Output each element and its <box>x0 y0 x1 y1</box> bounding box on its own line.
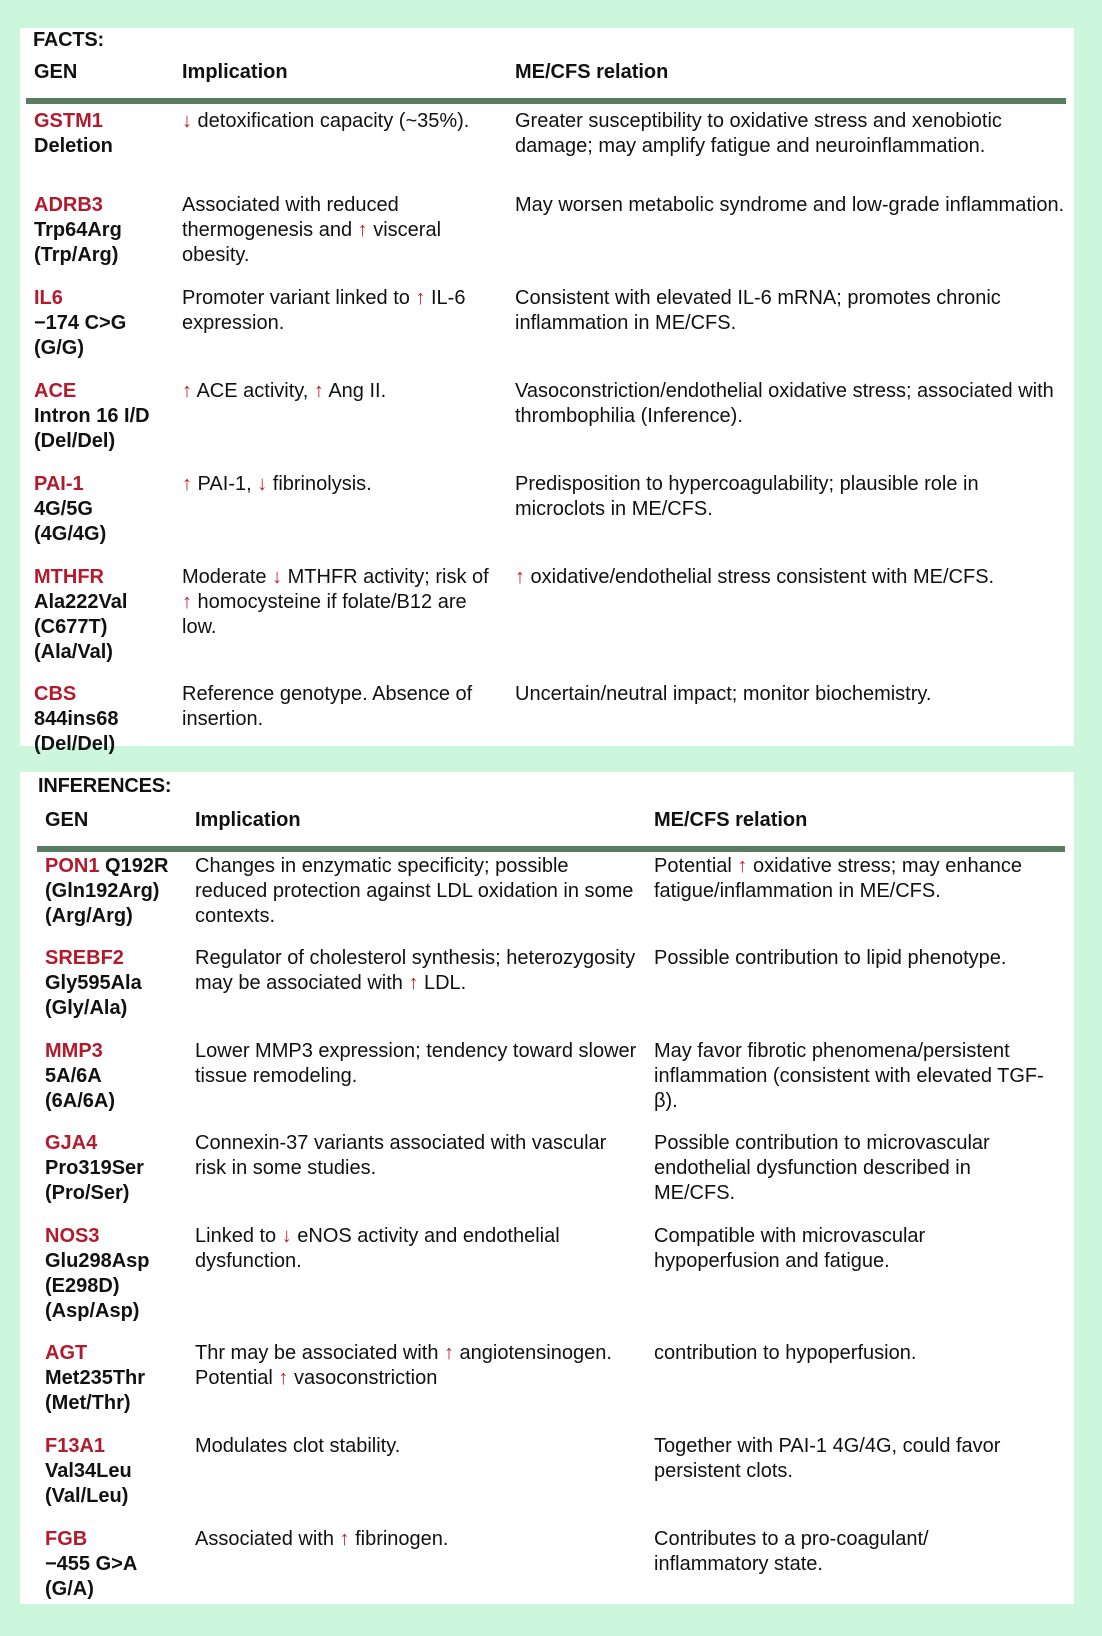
inferences-header-gene: GEN <box>45 809 89 831</box>
up-arrow-icon: ↑ <box>182 591 192 613</box>
up-arrow-icon: ↑ <box>444 1342 454 1364</box>
relation-cell: Greater susceptibility to oxidative stress and xenobiotic damage; may amplify fatigue and neuroinflammation. <box>515 110 1002 157</box>
up-arrow-icon: ↑ <box>182 380 192 402</box>
relation-cell: Possible contribution to lipid phenotype. <box>654 947 1007 969</box>
up-arrow-icon: ↑ <box>737 855 748 877</box>
gene-name: F13A1 <box>45 1435 106 1457</box>
implication-cell: Lower MMP3 expression; tendency toward slower tissue remodeling. <box>195 1040 637 1087</box>
up-arrow-icon: ↑ <box>408 972 419 994</box>
implication-cell: Promoter variant linked to ↑ IL-6 expression. <box>182 287 466 334</box>
down-arrow-icon: ↓ <box>281 1225 292 1247</box>
implication-cell: ↑ PAI-1, ↓ fibrinolysis. <box>182 473 372 495</box>
gene-variant: Intron 16 I/D <box>34 405 150 427</box>
gene-variant: (Met/Thr) <box>45 1392 131 1414</box>
gene-cell <box>45 1131 191 1206</box>
gene-variant: (Del/Del) <box>34 430 116 452</box>
gene-variant: (E298D) <box>45 1275 120 1297</box>
gene-variant: (Trp/Arg) <box>34 244 119 266</box>
gene-variant: Met235Thr <box>45 1367 146 1389</box>
gene-cell <box>34 286 174 361</box>
implication-cell: Associated with ↑ fibrinogen. <box>195 1528 449 1550</box>
gene-cell <box>34 565 174 665</box>
gene-cell <box>34 682 174 757</box>
gene-name: CBS <box>34 683 77 705</box>
gene-variant: (Val/Leu) <box>45 1485 129 1507</box>
relation-cell: contribution to hypoperfusion. <box>654 1342 917 1364</box>
facts-title: FACTS: <box>33 29 105 51</box>
gene-cell <box>45 1527 191 1602</box>
down-arrow-icon: ↓ <box>257 473 268 495</box>
facts-header-implication: Implication <box>182 61 288 83</box>
relation-cell: Consistent with elevated IL-6 mRNA; promotes chronic inflammation in ME/CFS. <box>515 287 1001 334</box>
gene-name: MTHFR <box>34 566 104 588</box>
gene-variant: Deletion <box>34 135 113 157</box>
up-arrow-icon: ↑ <box>415 287 426 309</box>
gene-variant: 844ins68 <box>34 708 119 730</box>
gene-variant: Trp64Arg <box>34 219 122 241</box>
implication-cell: Reference genotype. Absence of insertion. <box>182 683 473 730</box>
gene-variant: Ala222Val <box>34 591 128 613</box>
relation-cell: Compatible with microvascular hypoperfusion and fatigue. <box>654 1225 926 1272</box>
gene-cell <box>34 109 174 159</box>
gene-variant: Glu298Asp <box>45 1250 150 1272</box>
gene-variant: (G/A) <box>45 1578 94 1600</box>
up-arrow-icon: ↑ <box>182 473 192 495</box>
down-arrow-icon: ↓ <box>272 566 283 588</box>
implication-cell: ↓ detoxification capacity (~35%). <box>182 110 470 132</box>
gene-cell <box>45 1224 191 1324</box>
gene-name: GJA4 <box>45 1132 98 1154</box>
gene-cell <box>34 193 174 268</box>
inferences-title: INFERENCES: <box>38 775 172 797</box>
gene-name: AGT <box>45 1342 88 1364</box>
facts-panel <box>20 28 1074 755</box>
facts-header-relation: ME/CFS relation <box>515 61 669 83</box>
gene-variant: (G/G) <box>34 337 84 359</box>
relation-cell: Potential ↑ oxidative stress; may enhance fatigue/inflammation in ME/CFS. <box>654 855 1022 902</box>
gene-variant: (Gln192Arg) <box>45 880 160 902</box>
gene-variant: Val34Leu <box>45 1460 132 1482</box>
gene-name: MMP3 <box>45 1040 103 1062</box>
gene-variant: (Asp/Asp) <box>45 1300 140 1322</box>
inferences-header-relation: ME/CFS relation <box>654 809 808 831</box>
implication-cell: Connexin-37 variants associated with vascular risk in some studies. <box>195 1132 607 1179</box>
gene-name: FGB <box>45 1528 88 1550</box>
relation-cell: ↑ oxidative/endothelial stress consistent with ME/CFS. <box>515 566 995 588</box>
implication-cell: Linked to ↓ eNOS activity and endothelial dysfunction. <box>195 1225 560 1272</box>
gene-variant: −455 G>A <box>45 1553 138 1575</box>
gene-cell <box>45 854 191 929</box>
relation-cell: Possible contribution to microvascular endothelial dysfunction described in ME/CFS. <box>654 1132 990 1204</box>
gene-variant: (4G/4G) <box>34 523 107 545</box>
gene-name: NOS3 <box>45 1225 100 1247</box>
gene-variant: (C677T) <box>34 616 108 638</box>
gene-cell <box>34 472 174 547</box>
relation-cell: Predisposition to hypercoagulability; plausible role in microclots in ME/CFS. <box>515 473 979 520</box>
gene-variant: (Ala/Val) <box>34 641 113 663</box>
facts-header-rule <box>26 98 1066 104</box>
relation-cell: Contributes to a pro-coagulant/ inflammatory state. <box>654 1528 929 1575</box>
implication-cell: Moderate ↓ MTHFR activity; risk of ↑ homocysteine if folate/B12 are low. <box>182 566 489 638</box>
gene-variant: (6A/6A) <box>45 1090 116 1112</box>
gene-name: ADRB3 <box>34 194 103 216</box>
relation-cell: Vasoconstriction/endothelial oxidative stress; associated with thrombophilia (Inference). <box>515 380 1054 427</box>
gene-variant: (Gly/Ala) <box>45 997 128 1019</box>
inferences-header-implication: Implication <box>195 809 301 831</box>
up-arrow-icon: ↑ <box>357 219 368 241</box>
gene-cell <box>45 946 191 1021</box>
up-arrow-icon: ↑ <box>278 1367 289 1389</box>
up-arrow-icon: ↑ <box>313 380 324 402</box>
inferences-panel <box>20 772 1074 1604</box>
gene-cell <box>45 1039 191 1114</box>
gene-variant: (Arg/Arg) <box>45 905 133 927</box>
gene-cell <box>45 1341 191 1416</box>
relation-cell: May favor fibrotic phenomena/persistent inflammation (consistent with elevated TGF-β). <box>654 1040 1044 1112</box>
gene-name: SREBF2 <box>45 947 124 969</box>
up-arrow-icon: ↑ <box>339 1528 350 1550</box>
implication-cell: Regulator of cholesterol synthesis; heterozygosity may be associated with ↑ LDL. <box>195 947 636 994</box>
relation-cell: May worsen metabolic syndrome and low-grade inflammation. <box>515 194 1065 216</box>
relation-cell: Together with PAI-1 4G/4G, could favor persistent clots. <box>654 1435 1001 1482</box>
implication-cell: ↑ ACE activity, ↑ Ang II. <box>182 380 387 402</box>
gene-name: ACE <box>34 380 77 402</box>
gene-cell <box>34 379 174 454</box>
gene-variant: 4G/5G <box>34 498 93 520</box>
gene-variant: 5A/6A <box>45 1065 102 1087</box>
gene-name: PON1 <box>45 855 100 877</box>
implication-cell: Changes in enzymatic specificity; possible reduced protection against LDL oxidation in some contexts. <box>195 855 634 927</box>
down-arrow-icon: ↓ <box>182 110 192 132</box>
gene-cell <box>45 1434 191 1509</box>
gene-variant: (Pro/Ser) <box>45 1182 130 1204</box>
implication-cell: Associated with reduced thermogenesis and ↑ visceral obesity. <box>182 194 442 266</box>
gene-variant: Gly595Ala <box>45 972 142 994</box>
inferences-header-rule <box>37 846 1065 852</box>
gene-name: GSTM1 <box>34 110 103 132</box>
gene-name: IL6 <box>34 287 63 309</box>
implication-cell: Thr may be associated with ↑ angiotensinogen. Potential ↑ vasoconstriction <box>195 1342 612 1389</box>
relation-cell: Uncertain/neutral impact; monitor biochemistry. <box>515 683 932 705</box>
up-arrow-icon: ↑ <box>515 566 525 588</box>
gene-variant: −174 C>G <box>34 312 127 334</box>
implication-cell: Modulates clot stability. <box>195 1435 401 1457</box>
facts-header-gene: GEN <box>34 61 78 83</box>
gene-variant: Pro319Ser <box>45 1157 144 1179</box>
gene-variant: Q192R <box>99 855 169 877</box>
gene-variant: (Del/Del) <box>34 733 116 755</box>
gene-name: PAI-1 <box>34 473 84 495</box>
